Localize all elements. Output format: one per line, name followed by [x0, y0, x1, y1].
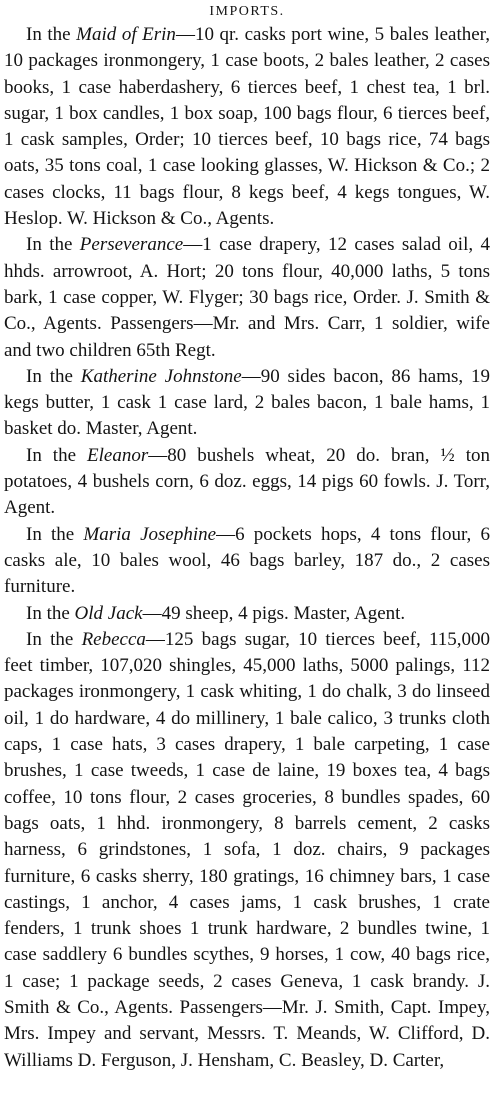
ship-name: Old Jack	[74, 602, 143, 624]
ship-name: Katherine Johnstone	[80, 365, 242, 387]
ship-name: Eleanor	[87, 444, 149, 466]
section-heading: IMPORTS.	[209, 4, 285, 19]
entry-katherine-johnstone	[4, 364, 490, 443]
entry-body: —80 bushels wheat, 20 do. bran, ½ ton potatoes, 4 bushels corn, 6 doz. eggs, 14 pigs 60 fowls. J. Torr, Agent.	[4, 444, 491, 519]
entry-maid-of-erin	[4, 22, 490, 232]
entry-intro: In the	[26, 628, 82, 650]
entry-old-jack	[4, 601, 490, 627]
entry-body: —10 qr. casks port wine, 5 bales leather, 10 packages ironmongery, 1 case boots, 2 bales leather, 2 cases books, 1 case haberdashery, 6 tierces beef, 1 chest tea, 1 brl. sugar, 1 box candles, 1 box soap, 100 bags flour, 6 tierces beef, 1 cask samples, Order; 10 tierces beef, 10 bags rice, 74 bags oats, 35 tons coal, 1 case looking glasses, W. Hickson & Co.; 2 cases clocks, 11 bags flour, 8 kegs beef, 4 kegs tongues, W. Heslop. W. Hickson & Co., Agents.	[4, 24, 490, 230]
entry-body: —125 bags sugar, 10 tierces beef, 115,000 feet timber, 107,020 shingles, 45,000 laths, 5000 palings, 112 packages ironmongery, 1 cask whiting, 1 do chalk, 3 do linseed oil, 1 do hardware, 4 do millinery, 1 bale calico, 3 trunks cloth caps, 1 case hats, 3 cases drapery, 1 bale carpeting, 1 case brushes, 1 case tweeds, 1 case de laine, 19 boxes tea, 4 bags coffee, 10 tons flour, 2 cases groceries, 8 bundles spades, 60 bags oats, 1 hhd. ironmongery, 8 barrels cement, 2 casks harness, 6 grindstones, 1 sofa, 1 doz. chairs, 9 packages furniture, 6 casks sherry, 180 gratings, 16 chimney bars, 1 case castings, 1 anchor, 4 cases jams, 1 cask brushes, 1 crate fenders, 1 trunk shoes 1 trunk hardware, 2 bundles twine, 1 case saddlery 6 bundles scythes, 9 horses, 1 cow, 40 bags rice, 1 case; 1 package seeds, 2 cases Geneva, 1 cask brandy. J. Smith & Co., Agents. Passengers—Mr. J. Smith, Capt. Impey, Mrs. Impey and servant, Messrs. T. Meands, W. Clifford, D. Williams D. Ferguson, J. Hensham, C. Beasley, D. Carter,	[4, 628, 490, 1071]
ship-name: Perseverance	[79, 234, 184, 256]
entry-intro: In the	[26, 234, 80, 256]
entry-body: —49 sheep, 4 pigs. Master, Agent.	[142, 602, 406, 624]
ship-name: Rebecca	[81, 628, 146, 650]
entry-rebecca	[4, 627, 490, 1074]
entry-maria-josephine	[4, 522, 490, 601]
entry-intro: In the	[26, 24, 77, 45]
entry-intro: In the	[26, 523, 84, 545]
entry-intro: In the	[26, 444, 88, 466]
entry-intro: In the	[26, 365, 81, 387]
entry-body: —90 sides bacon, 86 hams, 19 kegs butter, 1 cask 1 case lard, 2 bales bacon, 1 bale hams, 1 basket do. Master, Agent.	[4, 365, 490, 440]
ship-name: Maria Josephine	[83, 523, 217, 545]
ship-name: Maid of Erin	[76, 24, 176, 45]
entry-eleanor	[4, 443, 490, 522]
entry-intro: In the	[26, 602, 75, 624]
entry-body: —6 pockets hops, 4 tons flour, 6 casks ale, 10 bales wool, 46 bags barley, 187 do., 2 cases furniture.	[4, 523, 490, 598]
entry-body: —1 case drapery, 12 cases salad oil, 4 hhds. arrowroot, A. Hort; 20 tons flour, 40,000 laths, 5 tons bark, 1 case copper, W. Flyger; 30 bags rice, Order. J. Smith & Co., Agents. Passengers—Mr. and Mrs. Carr, 1 soldier, wife and two children 65th Regt.	[4, 234, 490, 361]
entry-perseverance	[4, 232, 490, 363]
